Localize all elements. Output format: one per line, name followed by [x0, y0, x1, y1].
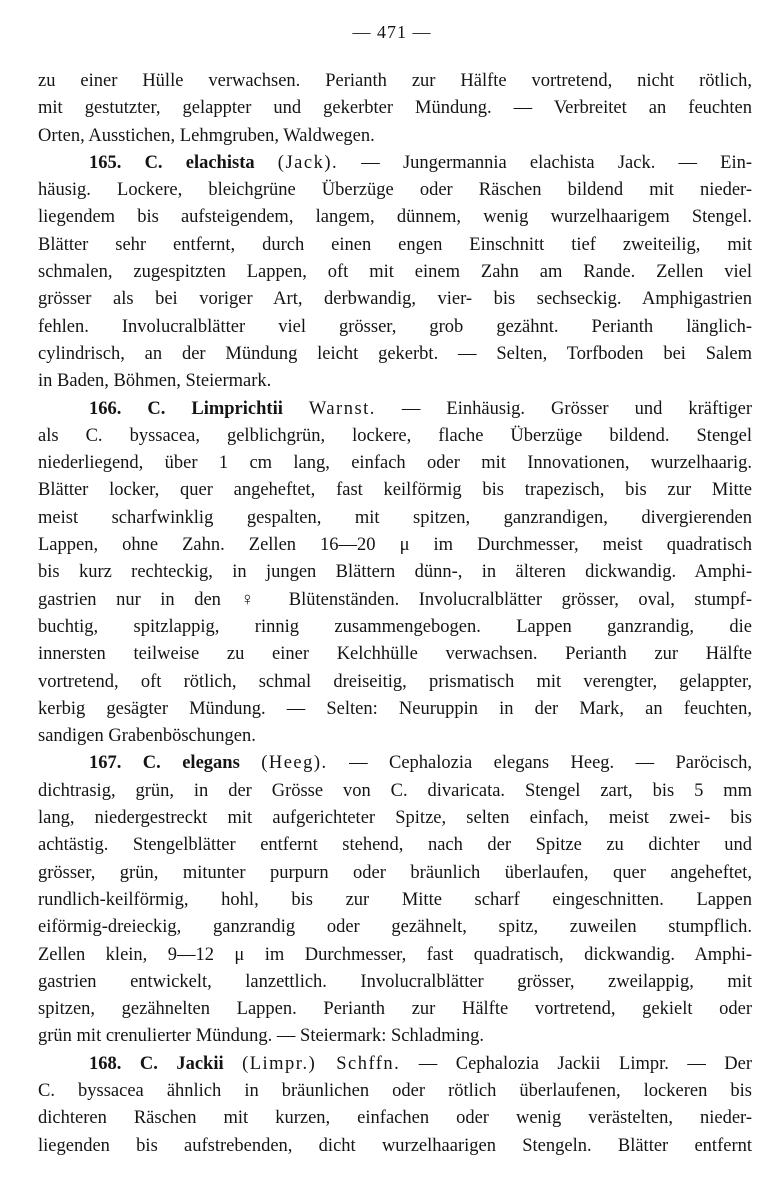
line-text: Orten, Ausstichen, Lehmgruben, Waldwegen.	[38, 125, 375, 146]
line-text: buchtig, spitzlappig, rinnig zusammengebogen. Lappen ganzrandig, die	[38, 616, 752, 637]
text-line	[38, 669, 752, 696]
line-text: spitzen, gezähnelten Lappen. Perianth zur Hälfte vortretend, gekielt oder	[38, 999, 752, 1020]
species-author: (Jack).	[277, 152, 339, 173]
page-number: — 471 —	[352, 22, 432, 42]
species-epithet: elachista	[185, 152, 255, 173]
species-author: (Heeg).	[261, 753, 328, 774]
line-text: als C. byssacea, gelblichgrün, lockere, flache Überzüge bildend. Stengel	[38, 425, 752, 446]
line-text: cylindrisch, an der Mündung leicht gekerbt. — Selten, Torfboden bei Salem	[38, 343, 752, 364]
text-line	[38, 805, 752, 832]
line-text: schmalen, zugespitzten Lappen, oft mit einem Zahn am Rande. Zellen viel	[38, 262, 752, 283]
text-line	[38, 532, 752, 559]
text-line	[38, 641, 752, 668]
text-line	[38, 860, 752, 887]
line-text: gastrien entwickelt, lanzettlich. Involucralblätter grösser, zweilappig, mit	[38, 971, 752, 992]
line-text: vortretend, oft rötlich, schmal dreiseitig, prismatisch mit verengter, gelappter,	[38, 671, 752, 692]
text-line	[38, 177, 752, 204]
text-line	[38, 1133, 752, 1160]
text-line	[38, 914, 752, 941]
text-line	[38, 341, 752, 368]
line-text: — Einhäusig. Grösser und kräftiger	[375, 398, 753, 419]
text-line	[38, 587, 752, 614]
text-line	[38, 450, 752, 477]
text-line	[38, 1078, 752, 1105]
text-line	[38, 232, 752, 259]
species-epithet: elegans	[182, 753, 240, 774]
text-line	[38, 942, 752, 969]
line-text: gastrien nur in den ♀ Blütenständen. Involucralblätter grösser, oval, stumpf-	[38, 589, 752, 610]
text-line	[38, 969, 752, 996]
line-text: Blätter locker, quer angeheftet, fast keilförmig bis trapezisch, bis zur Mitte	[38, 480, 752, 501]
line-text: rundlich-keilförmig, hohl, bis zur Mitte scharf eingeschnitten. Lappen	[38, 889, 752, 910]
genus-abbrev: C.	[147, 398, 166, 419]
line-text: fehlen. Involucralblätter viel grösser, grob gezähnt. Perianth länglich-	[38, 316, 752, 337]
text-line	[38, 505, 752, 532]
text-line	[38, 1105, 752, 1132]
line-text: liegendem bis aufsteigendem, langem, dünnem, wenig wurzelhaarigem Stengel.	[38, 207, 752, 228]
line-text: niederliegend, über 1 cm lang, einfach oder mit Innovationen, wurzelhaarig.	[38, 453, 752, 474]
text-line	[38, 1023, 752, 1050]
text-line	[38, 204, 752, 231]
text-line	[38, 477, 752, 504]
line-text: kerbig gesägter Mündung. — Selten: Neuruppin in der Mark, an feuchten,	[38, 698, 752, 719]
text-line	[38, 723, 752, 750]
text-line	[38, 996, 752, 1023]
species-number: 168.	[89, 1053, 122, 1074]
line-text: sandigen Grabenböschungen.	[38, 726, 256, 747]
species-number: 165.	[89, 152, 122, 173]
line-text: Blätter sehr entfernt, durch einen engen Einschnitt tief zweiteilig, mit	[38, 234, 752, 255]
line-text: — Cephalozia Jackii Limpr. — Der	[400, 1053, 753, 1074]
species-heading-line	[38, 396, 752, 423]
line-text: — Jungermannia elachista Jack. — Ein-	[338, 152, 753, 173]
species-number: 167.	[89, 753, 122, 774]
text-line	[38, 778, 752, 805]
body-text	[38, 68, 752, 1160]
line-text: grösser, grün, mitunter purpurn oder bräunlich überlaufen, quer angeheftet,	[38, 862, 752, 883]
line-text: achtästig. Stengelblätter entfernt stehend, nach der Spitze zu dichter und	[38, 835, 752, 856]
line-text: C. byssacea ähnlich in bräunlichen oder rötlich überlaufenen, lockeren bis	[38, 1080, 752, 1101]
species-heading-line	[38, 750, 752, 777]
text-line	[38, 259, 752, 286]
line-text: innersten teilweise zu einer Kelchhülle verwachsen. Perianth zur Hälfte	[38, 644, 752, 665]
line-text: bis kurz rechteckig, in jungen Blättern dünn-, in älteren dickwandig. Amphi-	[38, 562, 752, 583]
line-text: häusig. Lockere, bleichgrüne Überzüge oder Räschen bildend mit nieder-	[38, 180, 752, 201]
line-text: dichteren Räschen mit kurzen, einfachen oder wenig verästelten, nieder-	[38, 1108, 752, 1129]
genus-abbrev: C.	[142, 753, 161, 774]
line-text: Zellen klein, 9—12 μ im Durchmesser, fast quadratisch, dickwandig. Amphi-	[38, 944, 752, 965]
genus-abbrev: C.	[144, 152, 163, 173]
line-text: meist scharfwinklig gespalten, mit spitzen, ganzrandigen, divergierenden	[38, 507, 752, 528]
line-text: zu einer Hülle verwachsen. Perianth zur Hälfte vortretend, nicht rötlich,	[38, 71, 752, 91]
species-heading-line	[38, 1051, 752, 1078]
line-text: liegenden bis aufstrebenden, dicht wurzelhaarigen Stengeln. Blätter entfernt	[38, 1135, 752, 1156]
line-text: Lappen, ohne Zahn. Zellen 16—20 μ im Durchmesser, meist quadratisch	[38, 535, 752, 556]
text-line	[38, 423, 752, 450]
species-author: (Limpr.) Schffn.	[242, 1053, 401, 1074]
text-line	[38, 559, 752, 586]
text-line	[38, 832, 752, 859]
text-line	[38, 887, 752, 914]
line-text: lang, niedergestreckt mit aufgerichteter Spitze, selten einfach, meist zwei- bis	[38, 808, 752, 829]
line-text: in Baden, Böhmen, Steiermark.	[38, 371, 272, 392]
text-line	[38, 95, 752, 122]
text-line	[38, 368, 752, 395]
line-text: dichtrasig, grün, in der Grösse von C. divaricata. Stengel zart, bis 5 mm	[38, 780, 752, 801]
text-line	[38, 314, 752, 341]
text-line	[38, 123, 752, 150]
line-text: mit gestutzter, gelappter und gekerbter Mündung. — Verbreitet an feuchten	[38, 98, 752, 119]
species-epithet: Limprichtii	[191, 398, 283, 419]
species-author: Warnst.	[308, 398, 376, 419]
line-text: grösser als bei voriger Art, derbwandig, vier- bis sechseckig. Amphigastrien	[38, 289, 752, 310]
species-epithet: Jackii	[176, 1053, 224, 1074]
text-line	[38, 614, 752, 641]
text-line	[38, 68, 752, 95]
text-line	[38, 286, 752, 313]
genus-abbrev: C.	[139, 1053, 158, 1074]
species-heading-line	[38, 150, 752, 177]
line-text: — Cephalozia elegans Heeg. — Paröcisch,	[327, 753, 753, 774]
line-text: eiförmig-dreieckig, ganzrandig oder gezähnelt, spitz, zuweilen stumpflich.	[38, 917, 752, 938]
line-text: grün mit crenulierter Mündung. — Steiermark: Schladming.	[38, 1026, 484, 1047]
text-line	[38, 696, 752, 723]
species-number: 166.	[89, 398, 122, 419]
